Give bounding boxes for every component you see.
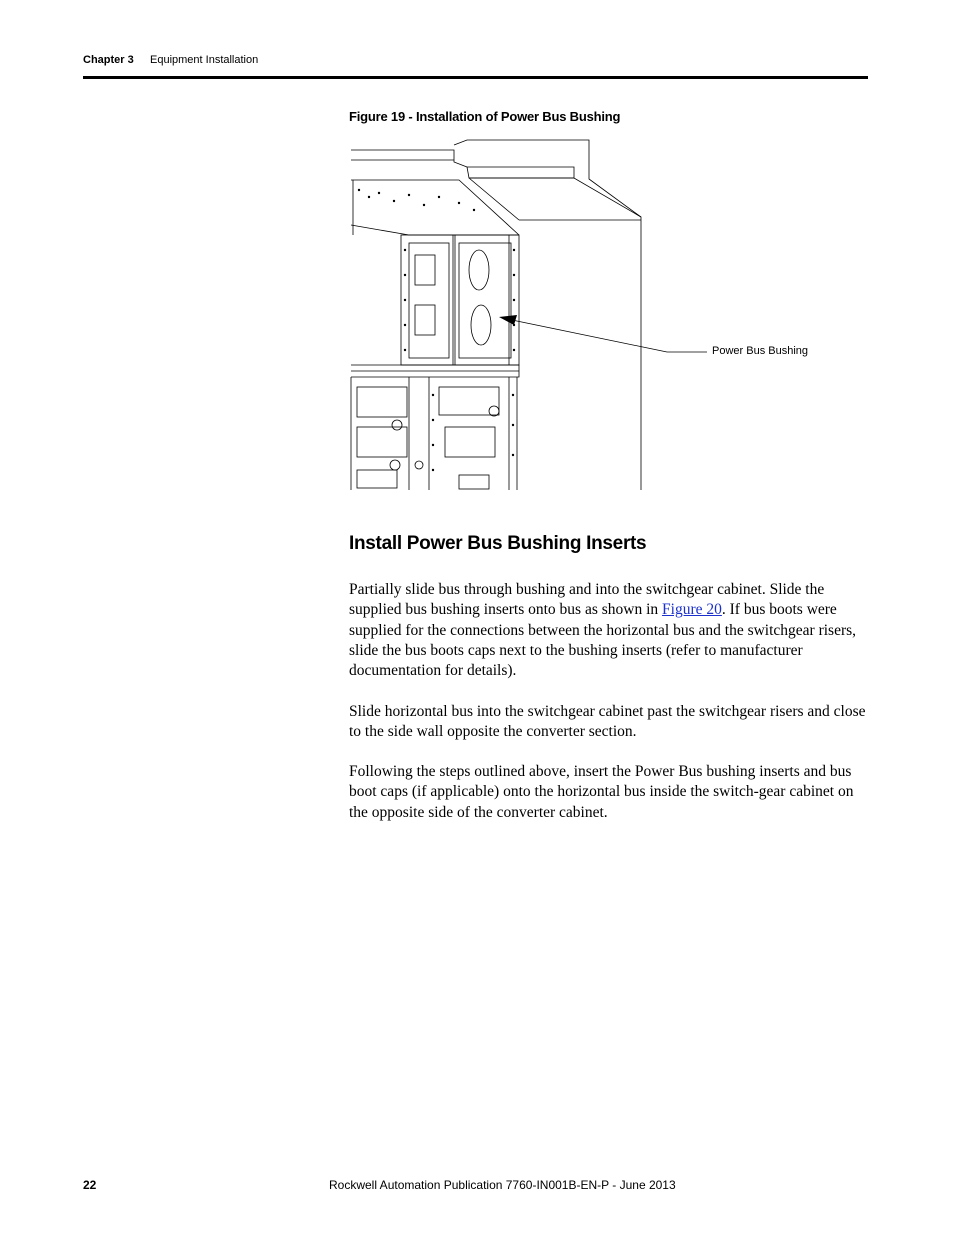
- chapter-label: Chapter 3: [83, 54, 134, 66]
- section-label: Equipment Installation: [150, 54, 259, 66]
- power-bus-bushing-callout: Power Bus Bushing: [712, 345, 808, 357]
- figure-20-link[interactable]: Figure 20: [662, 601, 722, 619]
- paragraph-1-text-a: Partially slide bus through bushing and into the switchgear cabinet. Slide the supplied bus bushing inserts onto bus as shown in: [349, 581, 825, 619]
- page-number: 22: [83, 1178, 97, 1192]
- paragraph-2: Slide horizontal bus into the switchgear cabinet past the switchgear risers and close to the side wall opposite the converter section.: [349, 703, 866, 741]
- figure-caption: Figure 19 - Installation of Power Bus Bushing: [349, 109, 621, 124]
- section-heading: Install Power Bus Bushing Inserts: [349, 533, 647, 554]
- power-bus-bushing-figure: [349, 135, 809, 493]
- paragraph-1-text-b: . If bus boots were supplied for the connections between the horizontal bus and the switchgear risers, slide the bus boots caps next to the bushing inserts (refer to manufacturer documentation for details).: [349, 601, 857, 680]
- publication-info: Rockwell Automation Publication 7760-IN001B-EN-P - June 2013: [329, 1178, 676, 1192]
- page-header: [83, 52, 868, 79]
- paragraph-3: Following the steps outlined above, insert the Power Bus bushing inserts and bus boot caps (if applicable) onto the horizontal bus inside the switch-gear cabinet on the opposite side of the converter cabinet.: [349, 763, 854, 821]
- paragraph-1: [349, 580, 869, 681]
